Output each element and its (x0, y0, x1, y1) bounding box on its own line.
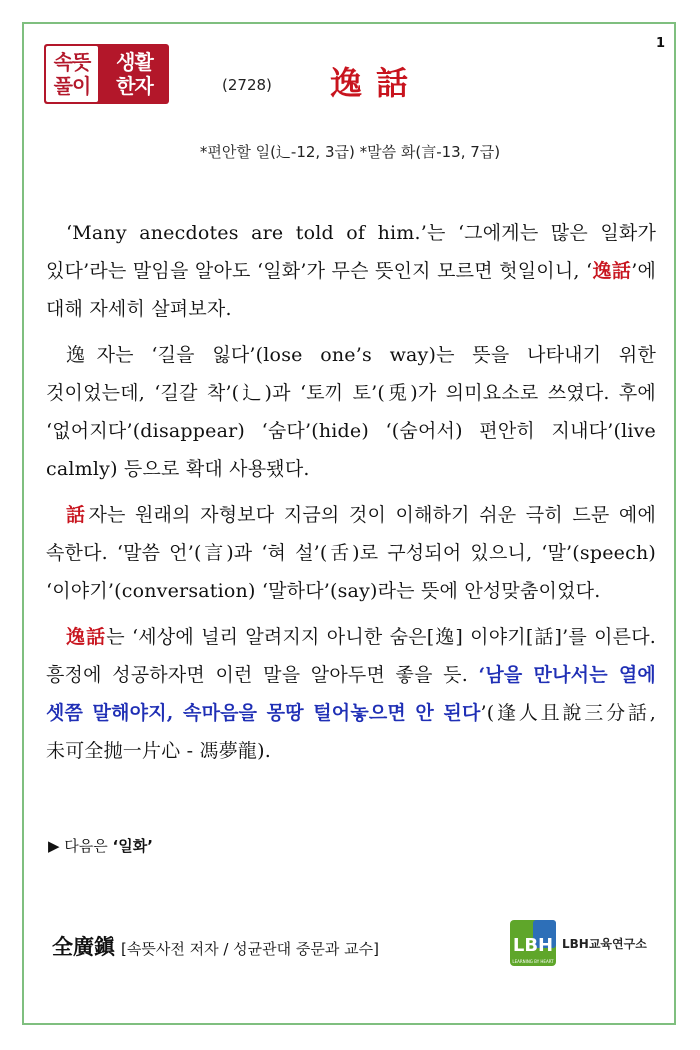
highlight-term: 逸話 (592, 260, 632, 282)
paragraph (46, 336, 656, 488)
page-title: 逸話 (330, 64, 423, 102)
lbh-logo-subtext: LEARNING BY HEART (512, 959, 554, 964)
paragraph (46, 496, 656, 610)
doc-number: (2728) (222, 76, 272, 94)
note-prefix: ▶ 다음은 (48, 837, 113, 855)
org-name: LBH교육연구소 (562, 936, 647, 951)
org-logo (508, 916, 658, 970)
author-name: 全廣鎭 (52, 934, 115, 959)
page-number: 1 (656, 36, 666, 51)
highlight-term: 逸話 (66, 626, 107, 648)
text-segment: ’(逢人且說三分話, 未可全抛一片心 - 馮夢龍). (46, 702, 656, 762)
subtitle: *편안할 일(辶-12, 3급) *말씀 화(言-13, 7급) (199, 143, 501, 161)
highlight-term: 話 (66, 504, 89, 526)
text-segment: 는 ‘세상에 널리 알려지지 아니한 숨은[逸] 이야기[話]’를 이른다. 흥정에 성공하자면 이런 말을 알아두면 좋을 듯. (46, 626, 657, 686)
text-segment: 자는 원래의 자형보다 지금의 것이 이해하기 쉬운 극히 드문 예에 속한다. ‘말씀 언’(言)과 ‘혀 설’(舌)로 구성되어 있으니, ‘말’(speech) ‘이야기’(conversation) ‘말하다’(say)라는 뜻에 안성맞춤이었다. (46, 504, 657, 602)
highlight-quote: ‘남을 만나서는 열에 셋쯤 말해야지, 속마음을 몽땅 털어놓으면 안 된다 (46, 664, 656, 724)
paragraph (46, 214, 656, 328)
author-line (52, 931, 379, 961)
note-topic: ‘일화’ (112, 837, 153, 855)
logo-text: 한자 (116, 74, 153, 98)
lbh-logo-icon (508, 918, 558, 968)
text-segment: ’에 대해 자세히 살펴보자. (46, 260, 656, 320)
logo-text: 생활 (116, 50, 153, 74)
series-logo (44, 44, 169, 104)
logo-text: 풀이 (53, 74, 91, 98)
paragraph (46, 618, 656, 770)
text-segment: 逸자는 ‘길을 잃다’(lose one’s way)는 뜻을 나타내기 위한 것이었는데, ‘길갈 착’(辶)과 ‘토끼 토’(兎)가 의미요소로 쓰였다. 후에 ‘없어지다’(disappear) ‘숨다’(hide) ‘(숨어서) 편안히 지내다’(live calmly) 등으로 확대 사용됐다. (46, 344, 656, 480)
logo-right-block (100, 44, 169, 104)
logo-text: 속뜻 (53, 50, 91, 74)
next-topic-note (48, 835, 153, 856)
lbh-logo-letters: LBH (512, 935, 554, 956)
author-info: [속뜻사전 저자 / 성균관대 중문과 교수] (121, 940, 379, 958)
text-segment: ‘Many anecdotes are told of him.’는 ‘그에게는 많은 일화가 있다’라는 말임을 알아도 ‘일화’가 무슨 뜻인지 모르면 헛일이니, ‘ (46, 222, 656, 282)
article-body (46, 214, 656, 778)
logo-left-block (46, 46, 98, 102)
